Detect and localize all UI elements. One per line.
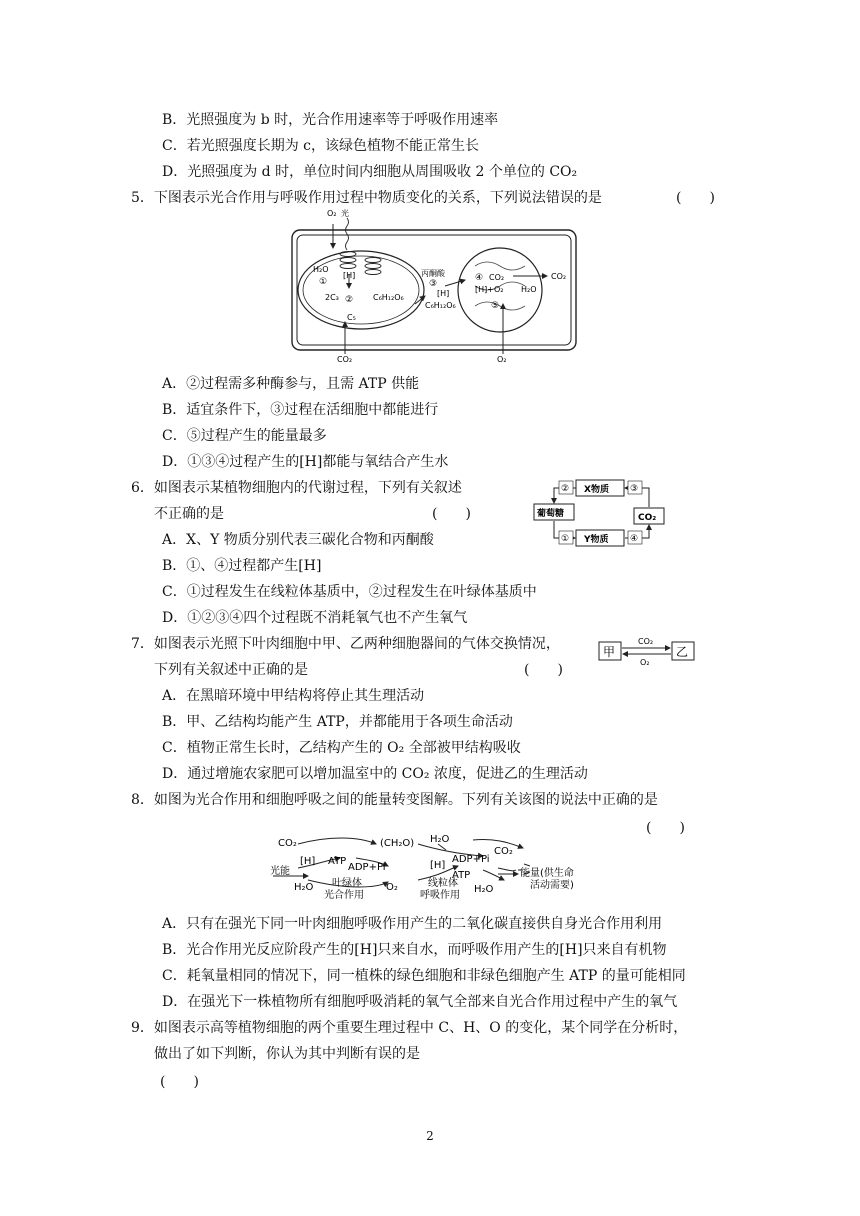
q7-option-c: C．植物正常生长时，乙结构产生的 O₂ 全部被甲结构吸收 xyxy=(162,740,521,756)
h2-label: [H] xyxy=(437,289,450,298)
adp-label-2: ADP+Pi xyxy=(452,854,490,865)
o2-label: O₂ xyxy=(327,209,337,218)
co2-bottom-label: CO₂ xyxy=(337,355,353,364)
h-label-2: [H] xyxy=(430,860,446,871)
q6-metabolism-diagram xyxy=(528,476,670,550)
h2o-mito-label: H₂O xyxy=(521,285,537,294)
h-o2-label: [H]+O₂ xyxy=(475,285,504,294)
c5-label: C₅ xyxy=(347,313,356,322)
step-4: ④ xyxy=(630,534,639,544)
step-2: ② xyxy=(345,295,354,305)
x-substance: X物质 xyxy=(584,485,609,495)
q8-option-b: B．光合作用光反应阶段产生的[H]只来自水，而呼吸作用产生的[H]只来自有机物 xyxy=(162,942,667,958)
q8-answer-paren: ( ) xyxy=(646,820,685,836)
chloroplast-label: 叶绿体 xyxy=(332,878,362,889)
co2-box: CO₂ xyxy=(638,513,657,523)
respiration-label: 呼吸作用 xyxy=(420,890,460,901)
q5-answer-paren: ( ) xyxy=(676,190,715,206)
q7-option-a: A．在黑暗环境中甲结构将停止其生理活动 xyxy=(162,688,425,704)
q7-option-b: B．甲、乙结构均能产生 ATP，并都能用于各项生命活动 xyxy=(162,714,513,730)
o2-label: O₂ xyxy=(640,658,650,667)
q6-answer-paren: ( ) xyxy=(432,506,471,522)
light-label: 光 xyxy=(341,209,349,218)
q4-option-b: B．光照强度为 b 时，光合作用速率等于呼吸作用速率 xyxy=(162,112,499,128)
q6-option-b: B．①、④过程都产生[H] xyxy=(162,558,322,574)
energy-label-2: 活动需要) xyxy=(530,880,574,891)
q9-stem: 9．如图表示高等植物细胞的两个重要生理过程中 C、H、O 的变化，某个同学在分析时， xyxy=(131,1020,688,1036)
o2-bottom-label: O₂ xyxy=(497,355,507,364)
co2-label-1: CO₂ xyxy=(278,838,297,849)
step-3: ③ xyxy=(630,484,639,494)
h2o-label-1: H₂O xyxy=(294,882,314,893)
q5-option-c: C．⑤过程产生的能量最多 xyxy=(162,428,327,444)
page-number: 2 xyxy=(426,1129,434,1143)
step-4: ④ xyxy=(475,273,484,283)
step-1: ① xyxy=(319,277,328,287)
glucose-box: 葡萄糖 xyxy=(537,509,565,519)
yi-organelle: 乙 xyxy=(676,645,689,659)
adp-label-1: ADP+Pi xyxy=(348,862,386,873)
pyruvate-label: 丙酮酸 xyxy=(421,269,445,278)
q9-answer-paren: ( ) xyxy=(160,1074,199,1090)
q9-stem-cont: 做出了如下判断，你认为其中判断有误的是 xyxy=(154,1046,420,1062)
glucose-label: C₆H₁₂O₆ xyxy=(373,293,404,302)
step-2: ② xyxy=(561,484,570,494)
h2o-label-2: H₂O xyxy=(474,884,494,895)
q7-answer-paren: ( ) xyxy=(524,662,563,678)
q5-stem: 5．下图表示光合作用与呼吸作用过程中物质变化的关系，下列说法错误的是 xyxy=(131,190,602,206)
q8-option-d: D．在强光下一株植物所有细胞呼吸消耗的氧气全部来自光合作用过程中产生的氧气 xyxy=(162,994,678,1010)
q4-option-c: C．若光照强度长期为 c，该绿色植物不能正常生长 xyxy=(162,138,480,154)
o2-label: O₂ xyxy=(386,882,398,893)
step-3: ③ xyxy=(429,279,438,289)
co2-mito-label: CO₂ xyxy=(489,273,505,282)
q6-option-a: A．X、Y 物质分别代表三碳化合物和丙酮酸 xyxy=(162,532,434,548)
y-substance: Y物质 xyxy=(584,535,609,545)
q8-energy-diagram xyxy=(268,830,598,908)
q7-option-d: D．通过增施农家肥可以增加温室中的 CO₂ 浓度，促进乙的生理活动 xyxy=(162,766,588,782)
c3-label: 2C₃ xyxy=(325,293,339,302)
co2-label: CO₂ xyxy=(638,637,654,646)
photosynthesis-label: 光合作用 xyxy=(324,890,364,901)
q5-option-b: B．适宜条件下，③过程在活细胞中都能进行 xyxy=(162,402,439,418)
energy-label: 能量(供生命 xyxy=(520,868,574,879)
h2o-label: H₂O xyxy=(313,265,329,274)
q6-stem: 6．如图表示某植物细胞内的代谢过程，下列有关叙述 xyxy=(131,480,462,496)
q7-gas-exchange-diagram xyxy=(596,632,700,668)
atp-label-1: ATP xyxy=(328,856,347,867)
q7-stem: 7．如图表示光照下叶肉细胞中甲、乙两种细胞器间的气体交换情况， xyxy=(131,636,560,652)
atp-label-2: ATP xyxy=(452,870,471,881)
q4-option-d: D．光照强度为 d 时，单位时间内细胞从周围吸收 2 个单位的 CO₂ xyxy=(162,164,578,180)
h2o-top-label: H₂O xyxy=(430,834,450,845)
q6-stem-cont: 不正确的是 xyxy=(154,506,224,522)
q8-option-a: A．只有在强光下同一叶肉细胞呼吸作用产生的二氧化碳直接供自身光合作用利用 xyxy=(162,916,663,932)
ch2o-label: (CH₂O) xyxy=(380,838,415,849)
q6-option-c: C．①过程发生在线粒体基质中，②过程发生在叶绿体基质中 xyxy=(162,584,537,600)
light-energy-label: 光能 xyxy=(270,866,290,877)
q5-option-d: D．①③④过程产生的[H]都能与氧结合产生水 xyxy=(162,454,449,470)
h-label: [H] xyxy=(343,271,356,280)
q7-stem-cont: 下列有关叙述中正确的是 xyxy=(154,662,308,678)
q5-option-a: A．②过程需多种酶参与，且需 ATP 供能 xyxy=(162,376,420,392)
step-5: ⑤ xyxy=(491,301,500,311)
glucose2-label: C₆H₁₂O₆ xyxy=(425,301,456,310)
co2-label-2: CO₂ xyxy=(494,846,513,857)
q6-option-d: D．①②③④四个过程既不消耗氧气也不产生氧气 xyxy=(162,610,468,626)
q8-option-c: C．耗氧量相同的情况下，同一植株的绿色细胞和非绿色细胞产生 ATP 的量可能相同 xyxy=(162,968,686,984)
mitochondria-label: 线粒体 xyxy=(428,878,458,889)
co2-out-label: CO₂ xyxy=(551,272,567,281)
q8-stem: 8．如图为光合作用和细胞呼吸之间的能量转变图解。下列有关该图的说法中正确的是 xyxy=(131,792,658,808)
step-1: ① xyxy=(561,534,570,544)
h-label-1: [H] xyxy=(300,856,316,867)
jia-organelle: 甲 xyxy=(603,645,616,659)
q5-cell-diagram xyxy=(285,204,585,366)
